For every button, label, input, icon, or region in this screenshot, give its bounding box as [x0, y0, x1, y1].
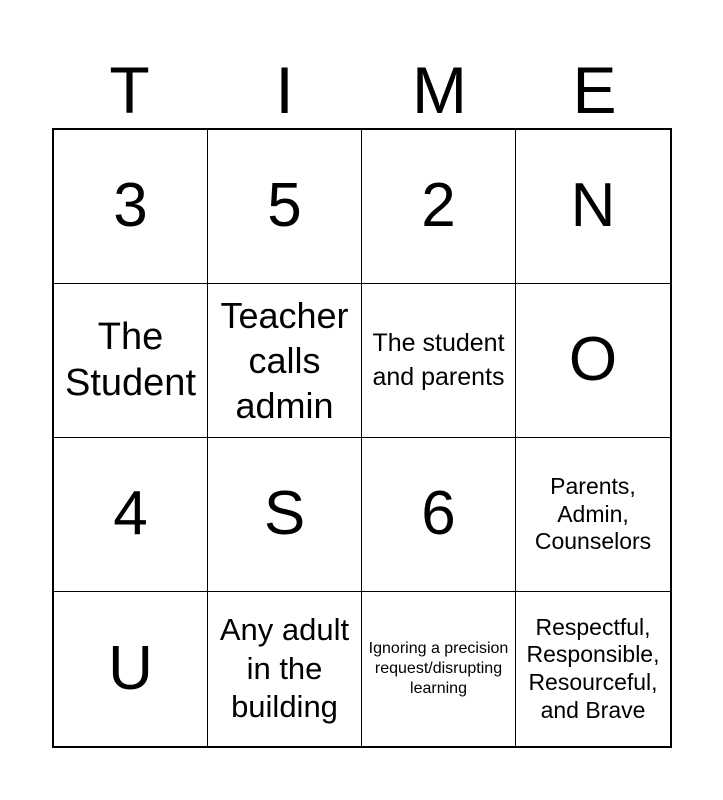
bingo-cell-r3c4[interactable]: Parents, Admin, Counselors — [516, 438, 670, 592]
header-letter-2: I — [275, 53, 294, 127]
bingo-cell-r1c4[interactable]: N — [516, 130, 670, 284]
bingo-card-grid — [52, 128, 672, 748]
bingo-cell-r3c1[interactable]: 4 — [54, 438, 208, 592]
bingo-cell-r2c3[interactable]: The student and parents — [362, 284, 516, 438]
header-letter-1: T — [109, 53, 150, 127]
bingo-header — [52, 52, 672, 128]
bingo-cell-r3c3[interactable]: 6 — [362, 438, 516, 592]
bingo-cell-r4c3[interactable]: Ignoring a precision request/disrupting learning — [362, 592, 516, 746]
bingo-cell-r2c1[interactable]: The Student — [54, 284, 208, 438]
bingo-cell-r2c2[interactable]: Teacher calls admin — [208, 284, 362, 438]
bingo-cell-r4c1[interactable]: U — [54, 592, 208, 746]
bingo-cell-r1c2[interactable]: 5 — [208, 130, 362, 284]
bingo-cell-r3c2[interactable]: S — [208, 438, 362, 592]
header-letter-3: M — [412, 53, 467, 127]
header-letter-4: E — [572, 53, 617, 127]
bingo-cell-r4c2[interactable]: Any adult in the building — [208, 592, 362, 746]
bingo-cell-r1c3[interactable]: 2 — [362, 130, 516, 284]
bingo-cell-r2c4[interactable]: O — [516, 284, 670, 438]
bingo-cell-r4c4[interactable]: Respectful, Responsible, Resourceful, and Brave — [526, 613, 660, 723]
bingo-cell-r1c1[interactable]: 3 — [54, 130, 208, 284]
